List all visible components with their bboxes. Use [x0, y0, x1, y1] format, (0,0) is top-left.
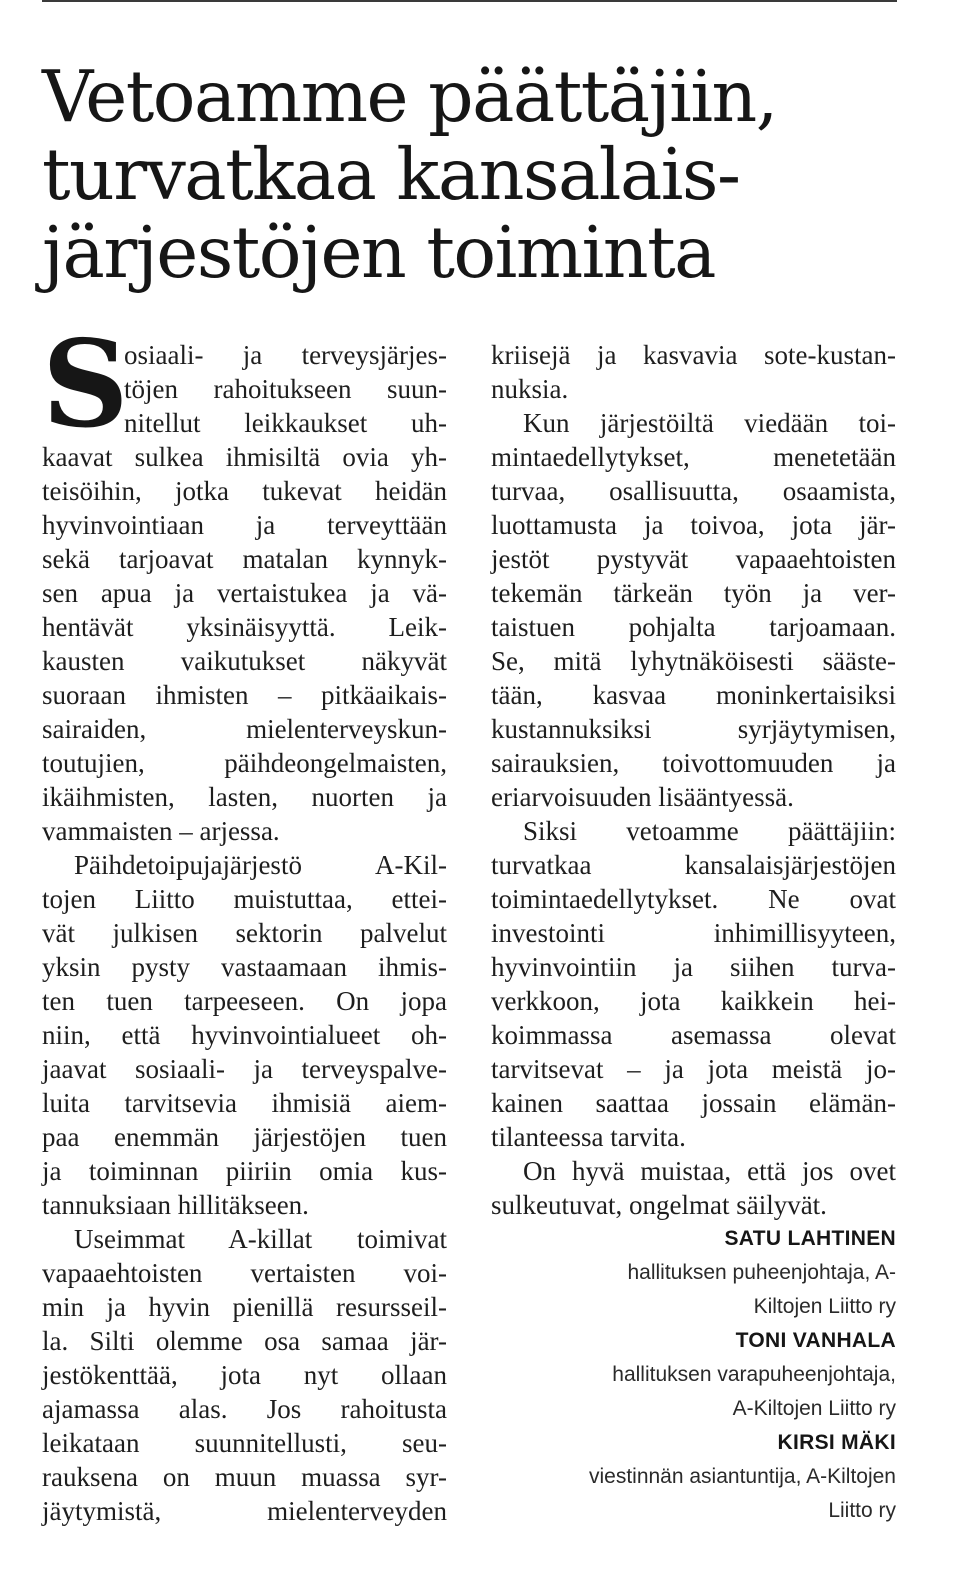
signature-name: KIRSI MÄKI: [777, 1431, 896, 1454]
right-column: [491, 338, 896, 1222]
body-line: vapaaehtoisten vertaisten voi-: [42, 1258, 447, 1288]
body-line: töjen rahoitukseen suun-: [124, 374, 447, 404]
body-line: ajamassa alas. Jos rahoitusta: [42, 1394, 447, 1424]
drop-cap: S: [42, 314, 129, 455]
body-line: toutujien, päihdeongelmaisten,: [42, 748, 447, 778]
body-line: kaavat sulkea ihmisiltä ovia yh-: [42, 442, 447, 472]
body-line: On hyvä muistaa, että jos ovet: [523, 1156, 896, 1186]
body-line: hentävät yksinäisyyttä. Leik-: [42, 612, 447, 642]
body-line: rauksena on muun muassa syr-: [42, 1462, 447, 1492]
body-line: osiaali- ja terveysjärjes-: [124, 340, 447, 370]
body-line: kustannuksiksi syrjäytymisen,: [491, 714, 896, 744]
signature-title: A-Kiltojen Liitto ry: [732, 1397, 896, 1420]
signature-title: hallituksen varapuheenjohtaja,: [612, 1363, 896, 1386]
body-line: suoraan ihmisten – pitkäaikais-: [42, 680, 447, 710]
signature-name: SATU LAHTINEN: [724, 1227, 896, 1250]
body-line: sairaiden, mielenterveyskun-: [42, 714, 447, 744]
body-line: turvatkaa kansalaisjärjestöjen: [491, 850, 896, 880]
signature-title: viestinnän asiantuntija, A-Kiltojen: [588, 1465, 896, 1488]
body-line: sekä tarjoavat matalan kynnyk-: [42, 544, 447, 574]
body-line: yksin pysty vastaamaan ihmis-: [42, 952, 447, 982]
body-line: mintaedellytykset, menetetään: [491, 442, 896, 472]
headline-line: järjestöjen toiminta: [42, 211, 715, 294]
body-line: hyvinvointiin ja siihen turva-: [491, 952, 896, 982]
body-line: min ja hyvin pienillä resursseil-: [42, 1292, 447, 1322]
body-line: Päihdetoipujajärjestö A-Kil-: [74, 850, 447, 880]
left-column: [42, 338, 447, 1528]
body-line: la. Silti olemme osa samaa jär-: [42, 1326, 447, 1356]
body-line: Useimmat A-killat toimivat: [74, 1224, 447, 1254]
headline-line: Vetoamme päättäjiin,: [42, 55, 777, 138]
body-line: Kun järjestöiltä viedään toi-: [523, 408, 896, 438]
body-line: ikäihmisten, lasten, nuorten ja: [42, 782, 447, 812]
body-line: sen apua ja vertaistukea ja vä-: [42, 578, 447, 608]
body-line: luottamusta ja toivoa, jota jär-: [491, 510, 896, 540]
body-line: tojen Liitto muistuttaa, ettei-: [42, 884, 447, 914]
body-line: jäytymistä, mielenterveyden: [42, 1496, 447, 1526]
body-line: luita tarvitsevia ihmisiä aiem-: [42, 1088, 447, 1118]
body-line: sulkeutuvat, ongelmat säilyvät.: [491, 1190, 827, 1220]
body-line: taistuen pohjalta tarjoamaan.: [491, 612, 896, 642]
signature-name: TONI VANHALA: [735, 1329, 896, 1352]
headline-line: turvatkaa kansalais-: [42, 133, 740, 216]
body-line: kainen saattaa jossain elämän-: [491, 1088, 896, 1118]
body-line: tekemän tärkeän työn ja ver-: [491, 578, 896, 608]
body-line: ten tuen tarpeeseen. On jopa: [42, 986, 447, 1016]
body-line: jestökenttää, jota nyt ollaan: [42, 1360, 447, 1390]
body-line: ja toiminnan piiriin omia kus-: [42, 1156, 447, 1186]
body-line: sairauksien, toivottomuuden ja: [491, 748, 896, 778]
body-line: verkkoon, jota kaikkein hei-: [491, 986, 896, 1016]
body-line: jaavat sosiaali- ja terveyspalve-: [42, 1054, 447, 1084]
body-line: eriarvoisuuden lisääntyessä.: [491, 782, 794, 812]
body-line: jestöt pystyvät vapaaehtoisten: [491, 544, 896, 574]
signature-title: Kiltojen Liitto ry: [753, 1295, 896, 1318]
body-line: Siksi vetoamme päättäjiin:: [523, 816, 896, 846]
body-line: hyvinvointiaan ja terveyttään: [42, 510, 447, 540]
body-line: nuksia.: [491, 374, 569, 404]
body-line: tään, kasvaa moninkertaisiksi: [491, 680, 896, 710]
body-line: turvaa, osallisuutta, osaamista,: [491, 476, 896, 506]
body-line: kausten vaikutukset näkyvät: [42, 646, 447, 676]
body-line: vät julkisen sektorin palvelut: [42, 918, 447, 948]
body-line: paa enemmän järjestöjen tuen: [42, 1122, 447, 1152]
body-line: toimintaedellytykset. Ne ovat: [491, 884, 896, 914]
body-line: kriisejä ja kasvavia sote-kustan-: [491, 340, 896, 370]
signature-title: hallituksen puheenjohtaja, A-: [627, 1261, 896, 1284]
body-line: tarvitsevat – ja jota meistä jo-: [491, 1054, 896, 1084]
body-line: tannuksiaan hillitäkseen.: [42, 1190, 309, 1220]
body-line: vammaisten – arjessa.: [42, 816, 280, 846]
body-line: investointi inhimillisyyteen,: [491, 918, 896, 948]
body-line: koimmassa asemassa olevat: [491, 1020, 896, 1050]
body-line: tilanteessa tarvita.: [491, 1122, 686, 1152]
body-line: teisöihin, jotka tukevat heidän: [42, 476, 447, 506]
body-line: niin, että hyvinvointialueet oh-: [42, 1020, 447, 1050]
top-rule: [42, 0, 897, 2]
body-line: nitellut leikkaukset uh-: [124, 408, 447, 438]
body-line: Se, mitä lyhytnäköisesti sääste-: [491, 646, 896, 676]
body-line: leikataan suunnitellusti, seu-: [42, 1428, 447, 1458]
signature-title: Liitto ry: [828, 1499, 896, 1522]
headline: [42, 55, 922, 294]
